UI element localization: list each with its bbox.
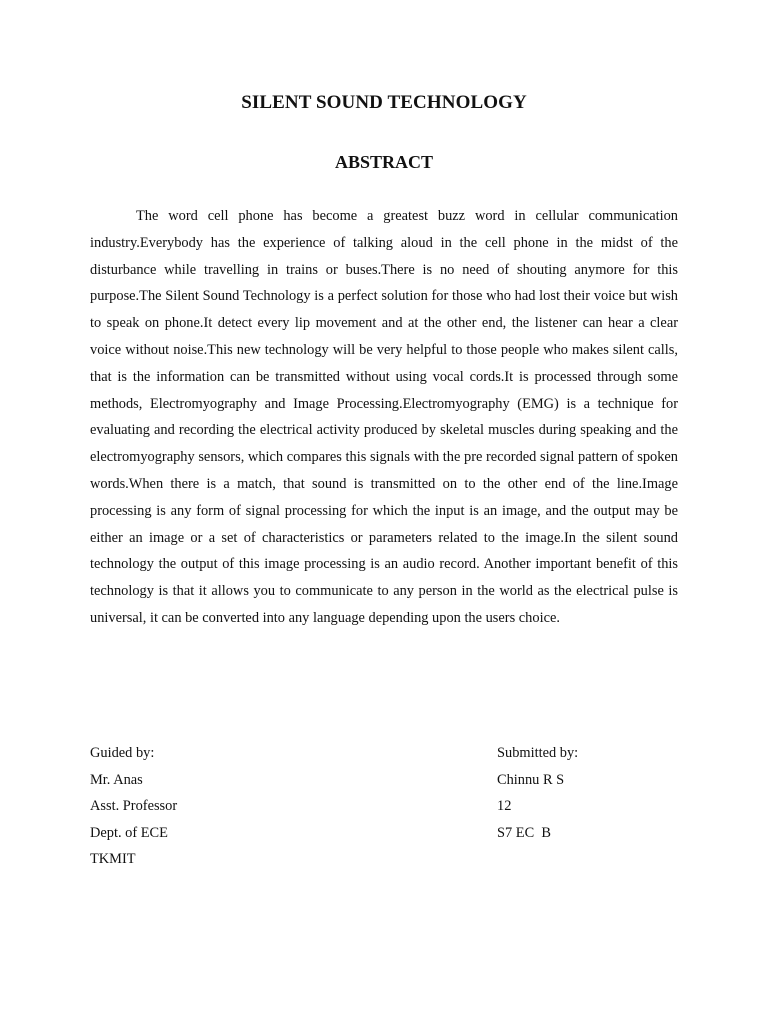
submitted-by-label: Submitted by: <box>497 745 579 761</box>
student-class: S7 EC B <box>497 824 551 841</box>
guided-by-block <box>90 740 340 873</box>
abstract-heading: ABSTRACT <box>334 152 434 172</box>
abstract-paragraph: The word cell phone has become a greatest buzz word in cellular communication industry.Everybody has the experience of talking aloud in the cell phone in the midst of the disturbance while travelling in trains or buses.There is no need of shouting anymore for this purpose.The Silent Sound Technology is a perfect solution for those who had lost their voice but wish to speak on phone.It detect every lip movement and at the other end, the listener can hear a clear voice without noise.This new technology will be very helpful to those people who makes silent calls, that is the information can be transmitted without using vocal cords.It is processed through some methods, Electromyography and Image Processing.Electromyography (EMG) is a technique for evaluating and recording the electrical activity produced by skeletal muscles during speaking and the electromyography sensors, which compares this signals with the pre recorded signal pattern of spoken words.When there is a match, that sound is transmitted on to the other end of the line.Image processing is any form of signal processing for which the input is an image, and the output may be either an image or a set of characteristics or parameters related to the image.In the silent sound technology the output of this image processing is an audio record. Another important benefit of this technology is that it allows you to communicate to any person in the world as the electrical pulse is universal, it can be converted into any language depending upon the users choice. <box>90 208 678 626</box>
guide-department: Dept. of ECE <box>90 824 168 841</box>
guide-designation: Asst. Professor <box>90 798 178 815</box>
guide-name: Mr. Anas <box>90 771 143 788</box>
guided-by-label: Guided by: <box>90 745 155 761</box>
submitted-by-block <box>497 740 697 846</box>
student-roll-number: 12 <box>497 798 512 815</box>
document-title: SILENT SOUND TECHNOLOGY <box>241 92 527 113</box>
guide-institution: TKMIT <box>90 851 136 868</box>
student-name: Chinnu R S <box>497 771 565 788</box>
